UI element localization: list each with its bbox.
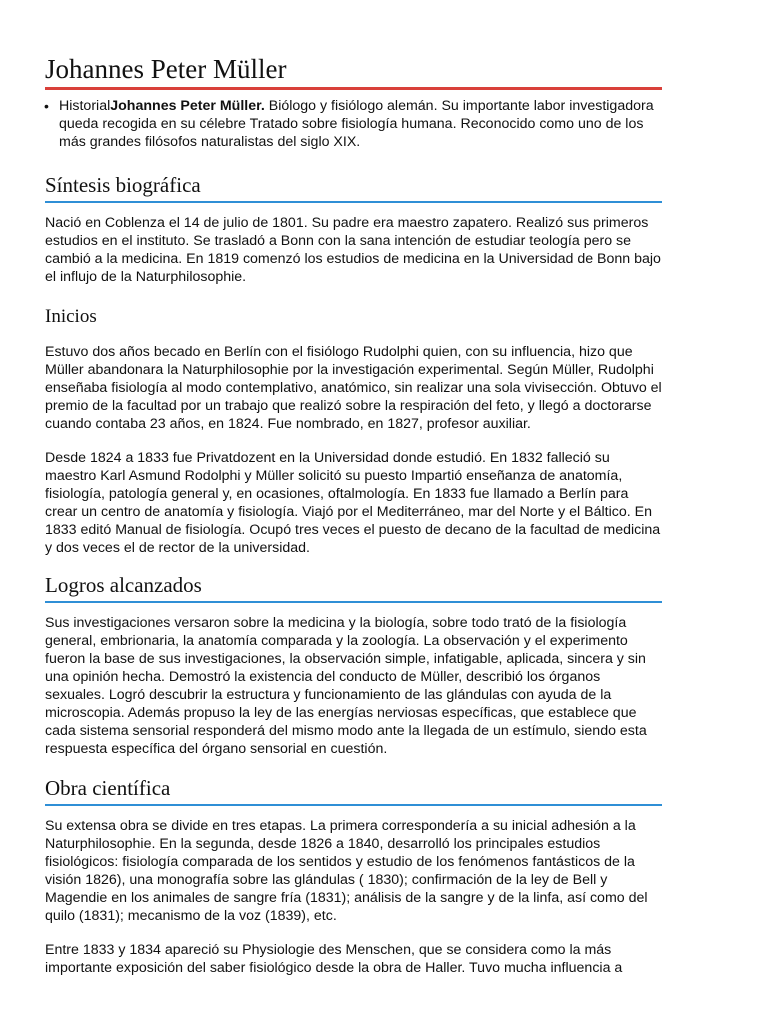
document-page — [45, 52, 662, 977]
paragraph-sintesis: Nació en Coblenza el 14 de julio de 1801. Su padre era maestro zapatero. Realizó sus primeros estudios en el instituto. Se trasladó a Bonn con la sana intención de estudiar teología pero se cambió a la medicina. En 1819 comenzó los estudios de medicina en la Universidad de Bonn bajo el influjo de la Naturphilosophie. — [45, 215, 661, 285]
paragraph-inicios-1: Estuvo dos años becado en Berlín con el fisiólogo Rudolphi quien, con su influencia, hizo que Müller abandonara la Naturphilosophie por la investigación experimental. Según Müller, Rudolphi enseñaba fisiología al modo contemplativo, anatómico, sin realizar una sola vivisección. Obtuvo el premio de la facultad por un trabajo que realizó sobre la respiración del feto, y llegó a doctorarse cuando contaba 23 años, en 1824. Fue nombrado, en 1827, profesor auxiliar. — [45, 344, 662, 432]
page-title: Johannes Peter Müller — [45, 54, 287, 84]
intro-prefix: Historial — [59, 98, 111, 114]
section-heading-sintesis: Síntesis biográfica — [45, 173, 201, 197]
section-heading-obra: Obra científica — [45, 776, 171, 800]
intro-item — [44, 97, 662, 151]
paragraph-inicios-2: Desde 1824 a 1833 fue Privatdozent en la Universidad donde estudió. En 1832 falleció su maestro Karl Asmund Rodolphi y Müller solicitó su puesto Impartió enseñanza de anatomía, fisiología, patología general y, en ocasiones, oftalmología. En 1833 fue llamado a Berlín para crear un centro de anatomía y fisiología. Viajó por el Mediterráneo, mar del Norte y el Báltico. En 1833 editó Manual de fisiología. Ocupó tres veces el puesto de decano de la facultad de medicina y dos veces el de rector de la universidad. — [45, 450, 661, 556]
section-heading-inicios: Inicios — [45, 306, 97, 327]
paragraph-obra-1: Su extensa obra se divide en tres etapas. La primera correspondería a su inicial adhesión a la Naturphilosophie. En la segunda, desde 1826 a 1840, desarrolló los principales estudios fisiológicos: fisiología comparada de los sentidos y estudio de los fenómenos fantásticos de la visión 1826), una monografía sobre las glándulas ( 1830); confirmación de la ley de Bell y Magendie en los animales de sangre fría (1831); análisis de la sangre y de la linfa, así como del quilo (1831); mecanismo de la voz (1839), etc. — [45, 818, 648, 924]
intro-list — [45, 97, 662, 151]
section-heading-logros: Logros alcanzados — [45, 573, 202, 597]
title-underline — [45, 87, 662, 90]
bullet-icon: • — [44, 98, 49, 114]
intro-text: Biólogo y fisiólogo alemán. Su importante labor investigadora queda recogida en su célebre Tratado sobre fisiología humana. Reconocido como uno de los más grandes filósofos naturalistas del siglo XIX. — [59, 98, 654, 150]
paragraph-logros: Sus investigaciones versaron sobre la medicina y la biología, sobre todo trató de la fisiología general, embrionaria, la anatomía comparada y la zoología. La observación y el experimento fueron la base de sus investigaciones, la observación simple, infatigable, aplicada, sincera y sin una opinión hecha. Demostró la existencia del conducto de Müller, describió los órganos sexuales. Logró descubrir la estructura y funcionamiento de las glándulas con ayuda de la microscopia. Además propuso la ley de las energías nerviosas específicas, que establece que cada sistema sensorial responderá del mismo modo ante la llegada de un estímulo, siendo esta respuesta específica del órgano sensorial en cuestión. — [45, 615, 647, 757]
paragraph-obra-2: Entre 1833 y 1834 apareció su Physiologie des Menschen, que se considera como la más importante exposición del saber fisiológico desde la obra de Haller. Tuvo mucha influencia a — [45, 942, 623, 976]
intro-bold-name: Johannes Peter Müller. — [110, 98, 265, 114]
